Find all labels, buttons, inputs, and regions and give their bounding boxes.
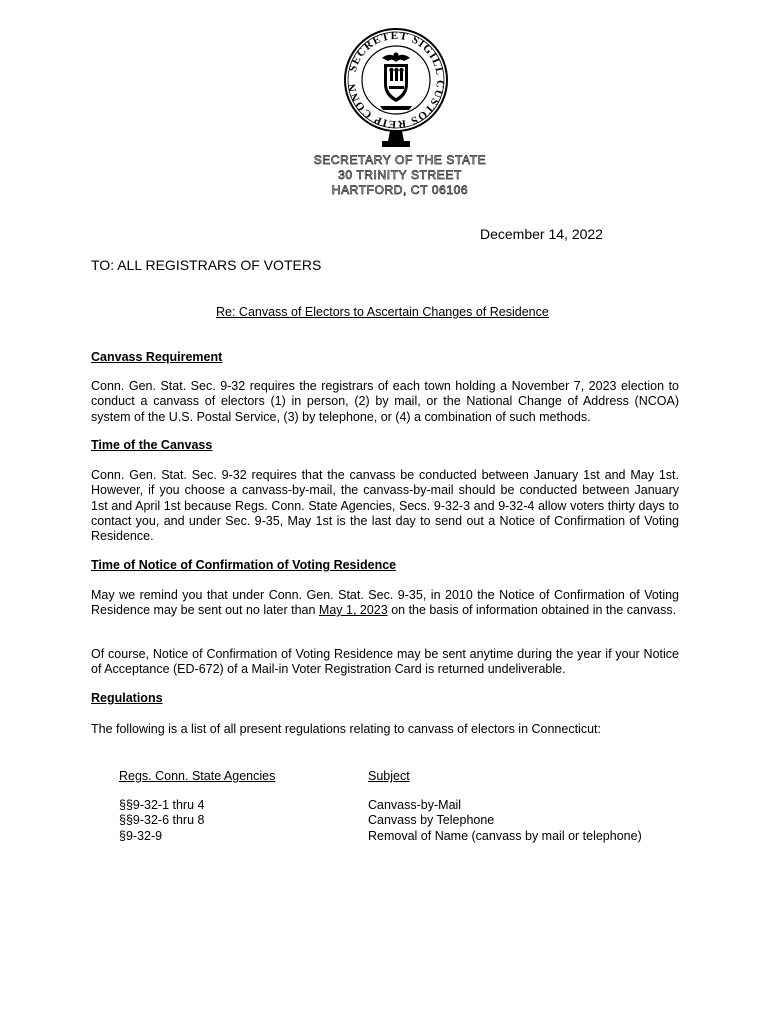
paragraph-canvass-requirement: Conn. Gen. Stat. Sec. 9-32 requires the registrars of each town holding a November 7, 2023 election to conduct a canvass of electors (1) in person, (2) by mail, or the National Change of Address (NCOA) system of the U.S. Postal Service, (3) by telephone, or (4) a combination of such methods. bbox=[91, 379, 679, 424]
regulation-subject: Canvass by Telephone bbox=[368, 813, 495, 828]
regulation-subject: Canvass-by-Mail bbox=[368, 798, 462, 812]
subject-line: Re: Canvass of Electors to Ascertain Changes of Residence bbox=[216, 305, 549, 319]
regulation-ref: §§9-32-6 thru 8 bbox=[119, 813, 205, 828]
regulation-ref: §§9-32-1 thru 4 bbox=[119, 798, 205, 812]
regulation-subject: Removal of Name (canvass by mail or telephone) bbox=[368, 828, 642, 843]
section-heading-time-of-canvass: Time of the Canvass bbox=[91, 438, 213, 452]
letterhead-city: HARTFORD, CT 06106 bbox=[331, 183, 469, 197]
letterhead bbox=[250, 153, 550, 198]
letterhead-street: 30 TRINITY STREET bbox=[338, 168, 462, 182]
regulations-column-header-regs: Regs. Conn. State Agencies bbox=[119, 769, 276, 783]
section-heading-regulations: Regulations bbox=[91, 691, 163, 705]
paragraph-time-of-canvass: Conn. Gen. Stat. Sec. 9-32 requires that the canvass be conducted between January 1st and May 1st. However, if you choose a canvass-by-mail, the canvass-by-mail should be conducted between January 1st and April 1st because Regs. Conn. State Agencies, Secs. 9-32-3 and 9-32-4 allow voters thirty days to contact you, and under Sec. 9-35, May 1st is the last day to send out a Notice of Confirmation of Voting Residence. bbox=[91, 468, 679, 544]
paragraph-regulations-intro: The following is a list of all present regulations relating to canvass of electors in Connecticut: bbox=[91, 722, 601, 736]
paragraph-time-of-notice bbox=[91, 588, 679, 619]
recipient-line: TO: ALL REGISTRARS OF VOTERS bbox=[91, 257, 322, 273]
regulations-column-header-subject: Subject bbox=[368, 769, 410, 783]
section-heading-canvass-requirement: Canvass Requirement bbox=[91, 350, 223, 364]
letterhead-office: SECRETARY OF THE STATE bbox=[313, 153, 487, 167]
letter-date: December 14, 2022 bbox=[480, 226, 603, 242]
regulations-list-regs bbox=[119, 798, 204, 844]
regulations-list-subjects bbox=[368, 798, 642, 844]
notice-deadline: May 1, 2023 bbox=[318, 603, 388, 618]
section-heading-time-of-notice: Time of Notice of Confirmation of Voting Residence bbox=[91, 558, 397, 572]
notice-text-before: May we remind you that under Conn. Gen. Stat. Sec. 9-35, in 2010 the Notice of Confirmation of Voting Residence may be sent out no later than bbox=[91, 588, 679, 618]
svg-text:SECRETET SIGILL CUSTOS REIP CO: SECRETET SIGILL CUSTOS REIP CONN bbox=[345, 29, 447, 131]
notice-text-after: on the basis of information obtained in the canvass. bbox=[387, 603, 677, 618]
paragraph-notice-anytime: Of course, Notice of Confirmation of Voting Residence may be sent anytime during the year if your Notice of Acceptance (ED-672) of a Mail-in Voter Registration Card is returned undeliverable. bbox=[91, 647, 679, 677]
state-seal-icon bbox=[342, 24, 450, 150]
regulation-ref: §9-32-9 bbox=[119, 828, 163, 843]
